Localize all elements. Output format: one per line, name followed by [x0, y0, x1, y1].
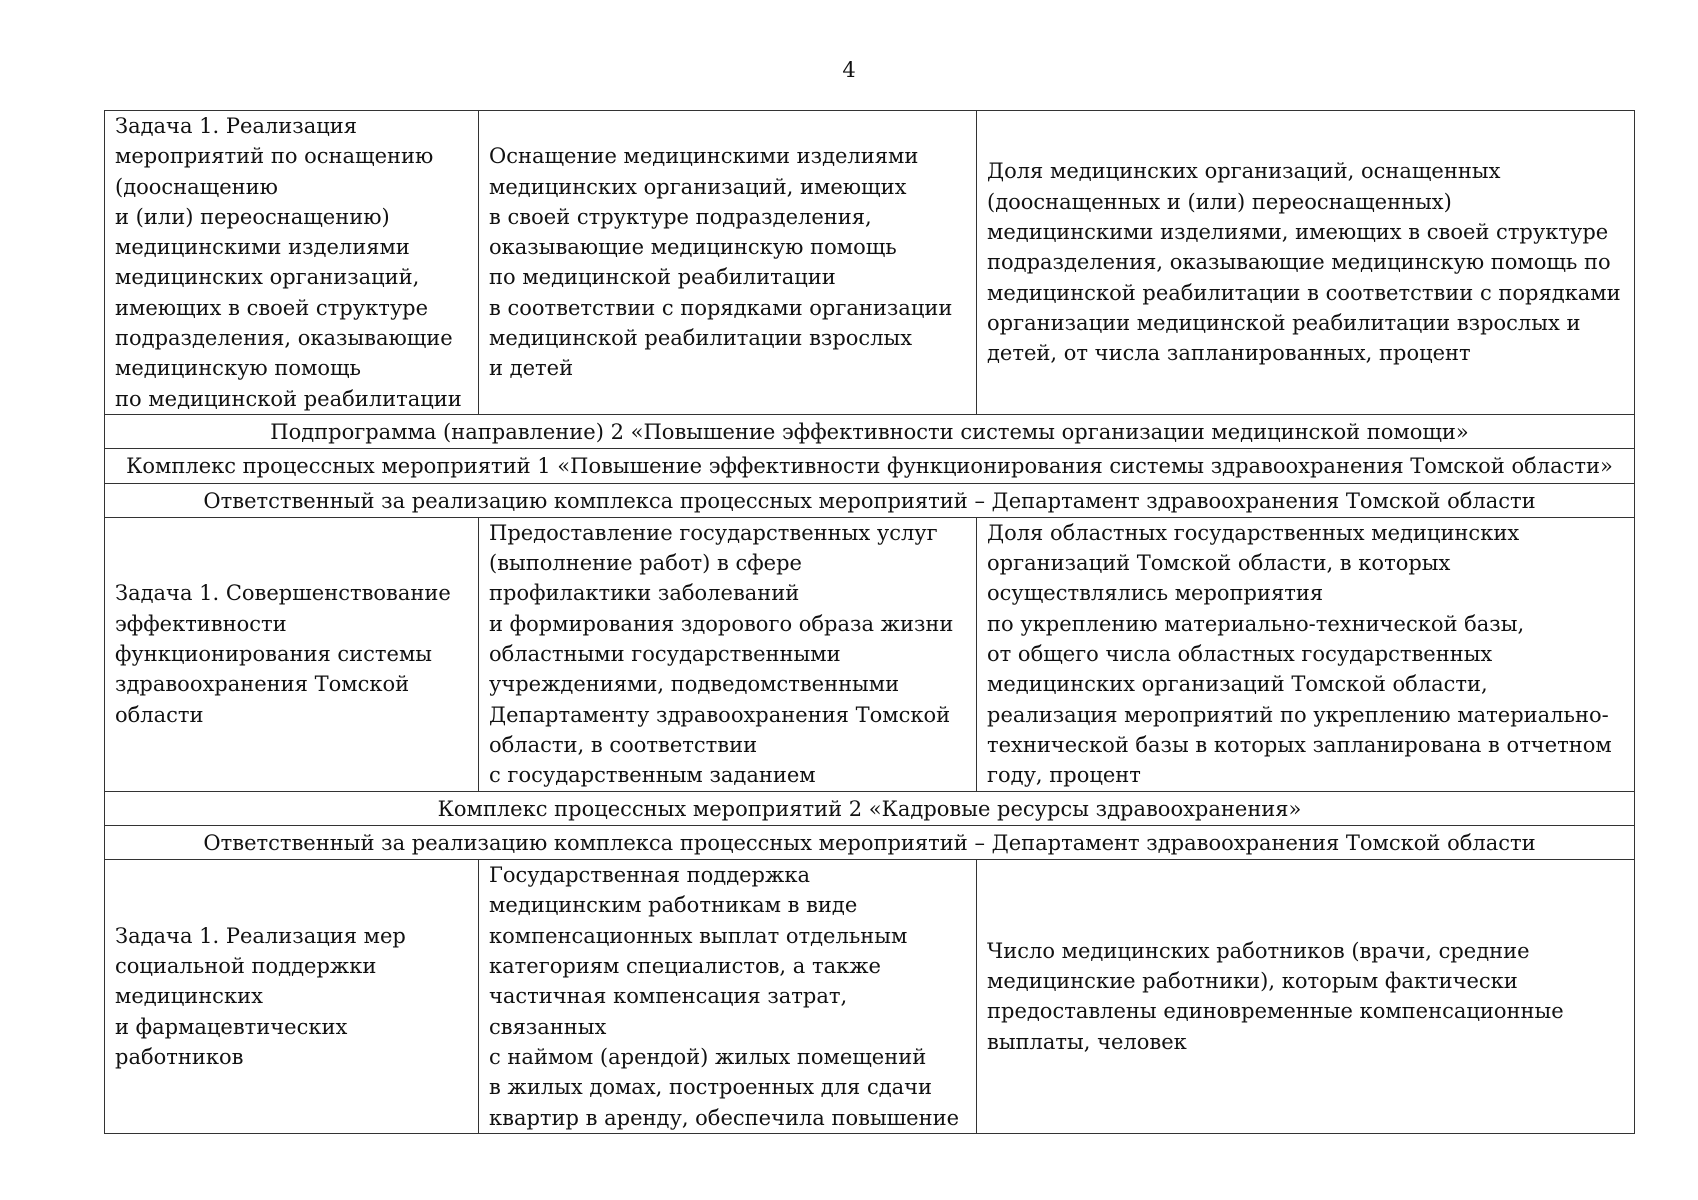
table-row: [105, 860, 1635, 1134]
result-cell: Оснащение медицинскими изделиями медицинских организаций, имеющих в своей структуре подразделения, оказывающие медицинскую помощь по медицинской реабилитации в соответствии с порядками организации медицинской реабилитации взрослых и детей: [479, 111, 977, 415]
task-cell: Задача 1. Реализация мероприятий по оснащению (дооснащению и (или) переоснащению) медицинскими изделиями медицинских организаций, имеющих в своей структуре подразделения, оказывающие медицинскую помощь по медицинской реабилитации: [105, 111, 479, 415]
section-row: [105, 483, 1635, 517]
result-cell: Предоставление государственных услуг (выполнение работ) в сфере профилактики заболеваний и формирования здорового образа жизни областными государственными учреждениями, подведомственными Департаменту здравоохранения Томской области, в соответствии с государственным заданием: [479, 517, 977, 791]
task-cell: Задача 1. Реализация мер социальной поддержки медицинских и фармацевтических работников: [105, 860, 479, 1134]
subprogram-heading: Подпрограмма (направление) 2 «Повышение эффективности системы организации медицинской помощи»: [105, 414, 1635, 448]
responsible-heading: Ответственный за реализацию комплекса процессных мероприятий – Департамент здравоохранения Томской области: [105, 825, 1635, 859]
table-row: [105, 517, 1635, 791]
result-cell: Государственная поддержка медицинским работникам в виде компенсационных выплат отдельным категориям специалистов, а также частичная компенсация затрат, связанных с наймом (арендой) жилых помещений в жилых домах, построенных для сдачи квартир в аренду, обеспечила повышение: [479, 860, 977, 1134]
indicator-cell: Доля областных государственных медицинских организаций Томской области, в которых осуществлялись мероприятия по укреплению материально-технической базы, от общего числа областных государственных медицинских организаций Томской области, реализация мероприятий по укреплению материально- технической базы в которых запланирована в отчетном году, процент: [977, 517, 1635, 791]
indicator-cell: Число медицинских работников (врачи, средние медицинские работники), которым фактически предоставлены единовременные компенсационные выплаты, человек: [977, 860, 1635, 1134]
complex-heading: Комплекс процессных мероприятий 2 «Кадровые ресурсы здравоохранения»: [105, 791, 1635, 825]
task-cell: Задача 1. Совершенствование эффективности функционирования системы здравоохранения Томской области: [105, 517, 479, 791]
section-row: [105, 449, 1635, 483]
section-row: [105, 825, 1635, 859]
table-row: [105, 111, 1635, 415]
goals-indicators-table: [104, 110, 1635, 1134]
section-row: [105, 791, 1635, 825]
responsible-heading: Ответственный за реализацию комплекса процессных мероприятий – Департамент здравоохранения Томской области: [105, 483, 1635, 517]
page-number: 4: [842, 58, 856, 82]
indicator-cell: Доля медицинских организаций, оснащенных (дооснащенных и (или) переоснащенных) медицинскими изделиями, имеющих в своей структуре подразделения, оказывающие медицинскую помощь по медицинской реабилитации в соответствии с порядками организации медицинской реабилитации взрослых и детей, от числа запланированных, процент: [977, 111, 1635, 415]
section-row: [105, 414, 1635, 448]
complex-heading: Комплекс процессных мероприятий 1 «Повышение эффективности функционирования системы здравоохранения Томской области»: [105, 449, 1635, 483]
